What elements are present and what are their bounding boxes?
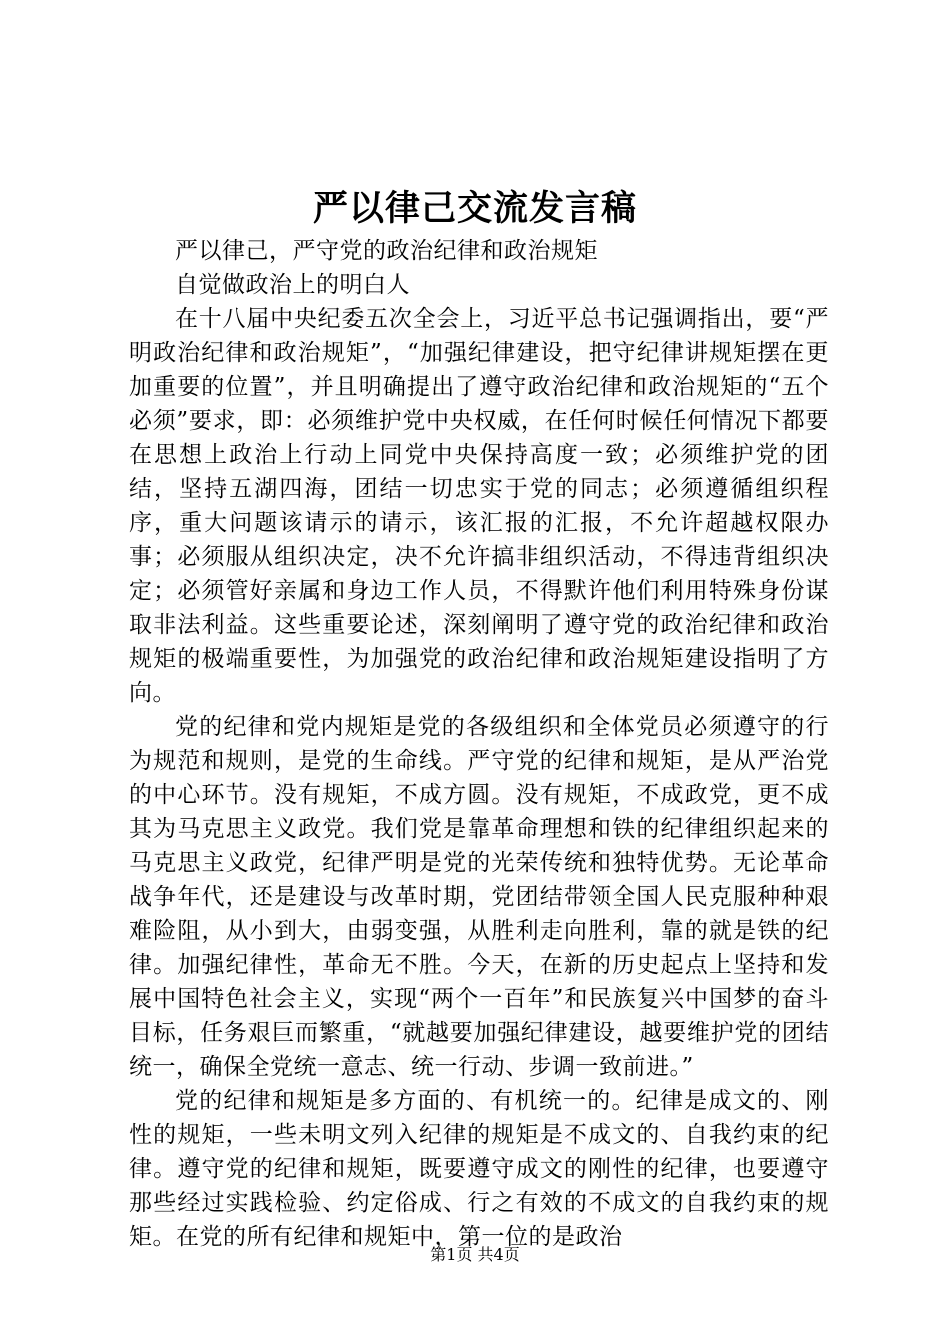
body-paragraph: 在十八届中央纪委五次全会上，习近平总书记强调指出，要“严明政治纪律和政治规矩”，“加强纪律建设，把守纪律讲规矩摆在更加重要的位置”，并且明确提出了遵守政治纪律和政治规矩的“五个必须”要求，即：必须维护党中央权威，在任何时候任何情况下都要在思想上政治上行动上同党中央保持高度一致；必须维护党的团结，坚持五湖四海，团结一切忠实于党的同志；必须遵循组织程序，重大问题该请示的请示，该汇报的汇报，不允许超越权限办事；必须服从组织决定，决不允许搞非组织活动，不得违背组织决定；必须管好亲属和身边工作人员，不得默许他们利用特殊身份谋取非法利益。这些重要论述，深刻阐明了遵守党的政治纪律和政治规矩的极端重要性，为加强党的政治纪律和政治规矩建设指明了方向。	[129, 306, 829, 706]
subtitle-line-1: 严以律己，严守党的政治纪律和政治规矩	[175, 238, 598, 264]
document-title: 严以律己交流发言稿	[312, 188, 637, 229]
document-body	[129, 234, 829, 1254]
subtitle-line-2: 自觉做政治上的明白人	[175, 272, 410, 298]
body-paragraph: 党的纪律和规矩是多方面的、有机统一的。纪律是成文的、刚性的规矩，一些未明文列入纪律的规矩是不成文的、自我约束的纪律。遵守党的纪律和规矩，既要遵守成文的刚性的纪律，也要遵守那些经过实践检验、约定俗成、行之有效的不成文的自我约束的规矩。在党的所有纪律和规矩中，第一位的是政治	[129, 1088, 829, 1250]
body-paragraph: 党的纪律和党内规矩是党的各级组织和全体党员必须遵守的行为规范和规则，是党的生命线。严守党的纪律和规矩，是从严治党的中心环节。没有规矩，不成方圆。没有规矩，不成政党，更不成其为马克思主义政党。我们党是靠革命理想和铁的纪律组织起来的马克思主义政党，纪律严明是党的光荣传统和独特优势。无论革命战争年代，还是建设与改革时期，党团结带领全国人民克服种种艰难险阻，从小到大，由弱变强，从胜利走向胜利，靠的就是铁的纪律。加强纪律性，革命无不胜。今天，在新的历史起点上坚持和发展中国特色社会主义，实现“两个一百年”和民族复兴中国梦的奋斗目标，任务艰巨而繁重，“就越要加强纪律建设，越要维护党的团结统一，确保全党统一意志、统一行动、步调一致前进。”	[129, 714, 829, 1080]
page-number-footer: 第1页 共4页	[430, 1245, 520, 1264]
